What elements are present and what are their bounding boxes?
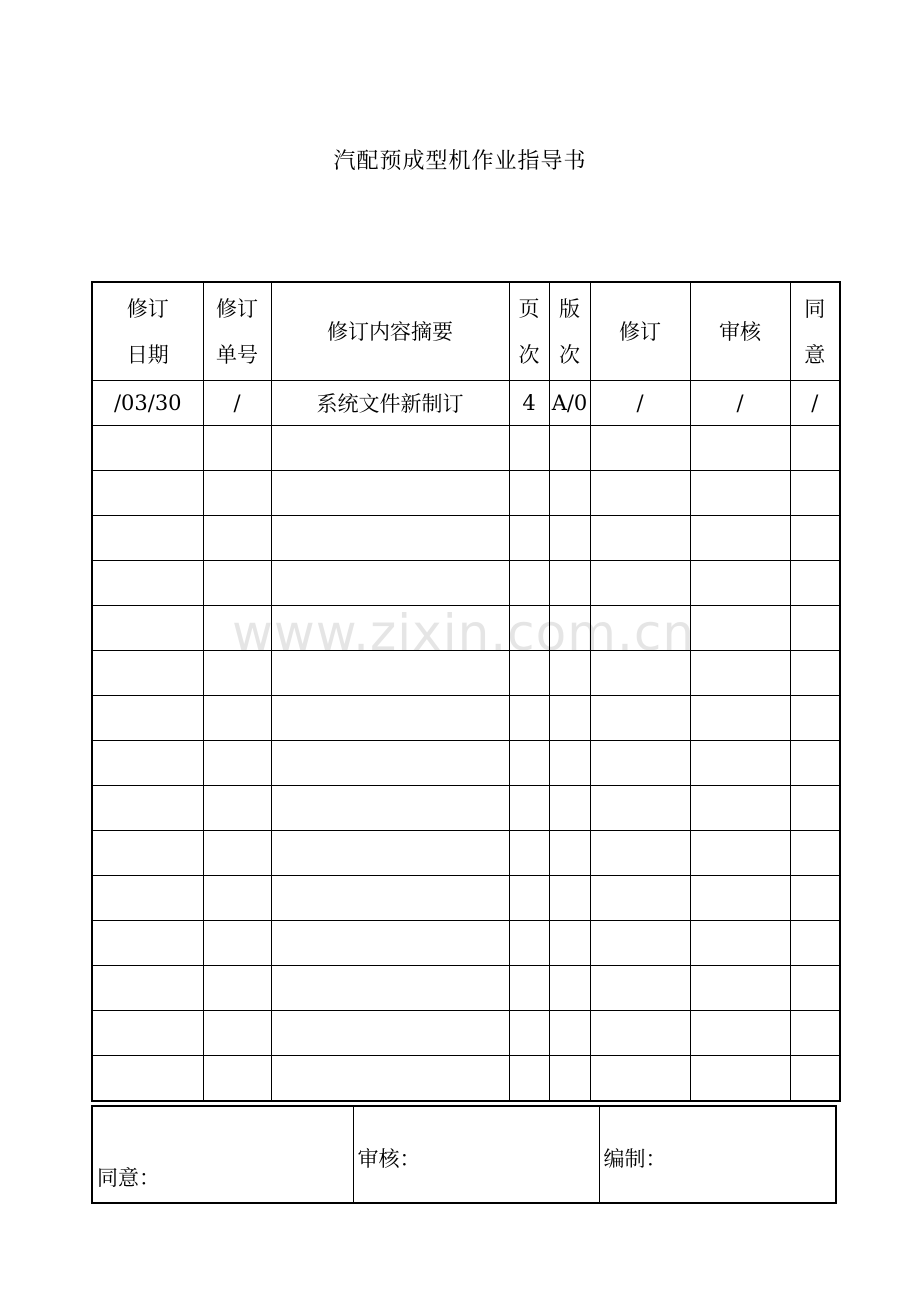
table-cell xyxy=(271,651,509,696)
table-cell xyxy=(549,966,590,1011)
table-cell xyxy=(790,786,840,831)
table-cell xyxy=(690,1056,790,1102)
table-cell xyxy=(509,786,549,831)
table-cell xyxy=(590,561,690,606)
table-cell xyxy=(690,516,790,561)
table-cell xyxy=(590,426,690,471)
table-cell xyxy=(509,651,549,696)
header-text: 单号 xyxy=(216,342,258,367)
header-text: 次 xyxy=(518,342,540,367)
prepare-label: 编制： xyxy=(603,1147,667,1171)
table-row xyxy=(92,1056,840,1102)
table-cell xyxy=(509,426,549,471)
header-page xyxy=(509,282,549,381)
table-cell xyxy=(92,831,203,876)
document-title: 汽配预成型机作业指导书 xyxy=(333,149,587,174)
table-cell xyxy=(203,831,271,876)
table-cell xyxy=(690,921,790,966)
table-cell: 4 xyxy=(509,381,549,426)
table-cell: / xyxy=(790,381,840,426)
table-cell xyxy=(271,921,509,966)
table-cell xyxy=(790,561,840,606)
table-cell xyxy=(690,561,790,606)
table-row xyxy=(92,651,840,696)
header-approver xyxy=(790,282,840,381)
table-cell xyxy=(790,651,840,696)
table-cell xyxy=(92,966,203,1011)
table-cell xyxy=(690,831,790,876)
table-cell xyxy=(509,1011,549,1056)
table-cell xyxy=(203,471,271,516)
header-reviser xyxy=(590,282,690,381)
table-cell xyxy=(590,1011,690,1056)
table-cell: / xyxy=(203,381,271,426)
header-text: 修订 xyxy=(619,319,661,344)
table-cell xyxy=(549,606,590,651)
table-cell xyxy=(509,471,549,516)
table-row xyxy=(92,561,840,606)
header-revision-no xyxy=(203,282,271,381)
table-cell xyxy=(271,831,509,876)
table-cell xyxy=(271,516,509,561)
table-cell xyxy=(549,1011,590,1056)
table-cell xyxy=(590,1056,690,1102)
table-cell xyxy=(92,561,203,606)
header-version xyxy=(549,282,590,381)
table-cell xyxy=(549,741,590,786)
table-cell xyxy=(509,696,549,741)
table-cell xyxy=(790,516,840,561)
table-cell xyxy=(549,921,590,966)
header-text: 审核 xyxy=(719,319,761,344)
table-cell xyxy=(271,696,509,741)
header-text: 日期 xyxy=(126,342,169,367)
table-cell xyxy=(203,1056,271,1102)
table-cell xyxy=(509,741,549,786)
header-text: 修订 xyxy=(126,296,169,321)
table-cell xyxy=(690,741,790,786)
table-cell xyxy=(509,831,549,876)
table-cell xyxy=(92,876,203,921)
table-cell xyxy=(509,876,549,921)
header-reviewer xyxy=(690,282,790,381)
table-row xyxy=(92,741,840,786)
table-cell xyxy=(549,426,590,471)
table-cell xyxy=(690,651,790,696)
table-row xyxy=(92,966,840,1011)
table-cell xyxy=(790,876,840,921)
table-cell xyxy=(203,921,271,966)
revision-table xyxy=(91,281,841,1102)
table-cell xyxy=(203,426,271,471)
table-cell xyxy=(549,471,590,516)
table-row xyxy=(92,606,840,651)
table-cell xyxy=(509,1056,549,1102)
header-revision-date xyxy=(92,282,203,381)
table-cell xyxy=(590,786,690,831)
header-text: 版 xyxy=(559,296,580,321)
table-cell xyxy=(590,741,690,786)
table-cell xyxy=(549,1056,590,1102)
table-cell xyxy=(790,696,840,741)
table-cell xyxy=(509,516,549,561)
table-cell xyxy=(790,471,840,516)
approve-cell xyxy=(92,1106,353,1203)
table-cell xyxy=(203,606,271,651)
table-cell xyxy=(271,471,509,516)
table-row xyxy=(92,876,840,921)
table-cell xyxy=(549,876,590,921)
table-cell xyxy=(690,966,790,1011)
table-cell xyxy=(549,516,590,561)
table-cell xyxy=(690,426,790,471)
table-cell xyxy=(92,741,203,786)
table-cell xyxy=(690,876,790,921)
table-row xyxy=(92,1011,840,1056)
table-cell xyxy=(203,651,271,696)
table-cell xyxy=(590,606,690,651)
table-cell xyxy=(690,1011,790,1056)
table-cell xyxy=(92,696,203,741)
table-cell xyxy=(549,696,590,741)
header-text: 同 xyxy=(804,296,826,321)
header-text: 修订 xyxy=(216,296,258,321)
table-cell xyxy=(203,516,271,561)
table-cell xyxy=(590,966,690,1011)
table-row xyxy=(92,381,840,426)
table-cell xyxy=(690,696,790,741)
table-cell xyxy=(790,1011,840,1056)
table-cell xyxy=(203,966,271,1011)
table-cell xyxy=(271,741,509,786)
table-cell xyxy=(590,651,690,696)
table-cell xyxy=(92,786,203,831)
table-cell xyxy=(549,786,590,831)
table-cell xyxy=(509,561,549,606)
table-cell xyxy=(203,786,271,831)
table-cell xyxy=(92,606,203,651)
table-cell xyxy=(203,741,271,786)
table-cell xyxy=(203,876,271,921)
table-cell xyxy=(509,606,549,651)
review-label: 审核： xyxy=(357,1147,421,1171)
table-cell xyxy=(790,741,840,786)
header-text: 次 xyxy=(559,342,580,367)
table-cell xyxy=(271,876,509,921)
table-cell xyxy=(549,651,590,696)
header-text: 页 xyxy=(518,296,540,321)
table-cell: /03/30 xyxy=(92,381,203,426)
table-row xyxy=(92,516,840,561)
table-cell xyxy=(509,966,549,1011)
table-cell xyxy=(590,876,690,921)
table-cell xyxy=(271,966,509,1011)
table-cell: A/0 xyxy=(549,381,590,426)
table-cell: 系统文件新制订 xyxy=(271,381,509,426)
table-cell xyxy=(271,606,509,651)
table-cell xyxy=(92,516,203,561)
table-cell xyxy=(92,921,203,966)
approve-label: 同意： xyxy=(97,1166,160,1190)
header-revision-summary xyxy=(271,282,509,381)
table-cell xyxy=(203,1011,271,1056)
table-cell xyxy=(790,1056,840,1102)
table-cell xyxy=(690,471,790,516)
table-cell xyxy=(590,696,690,741)
table-cell xyxy=(790,606,840,651)
table-cell xyxy=(203,696,271,741)
table-cell xyxy=(790,921,840,966)
table-cell xyxy=(549,561,590,606)
table-cell xyxy=(271,1011,509,1056)
table-cell xyxy=(590,831,690,876)
table-cell xyxy=(271,426,509,471)
table-row xyxy=(92,831,840,876)
table-row xyxy=(92,921,840,966)
prepare-cell xyxy=(599,1106,836,1203)
table-cell xyxy=(790,831,840,876)
table-cell xyxy=(92,651,203,696)
table-cell: / xyxy=(590,381,690,426)
table-row xyxy=(92,696,840,741)
watermark: www.zixin.com.cn xyxy=(232,604,696,662)
table-cell xyxy=(549,831,590,876)
signoff-table xyxy=(91,1105,837,1204)
table-row xyxy=(92,786,840,831)
table-cell xyxy=(92,1056,203,1102)
table-cell: / xyxy=(690,381,790,426)
table-cell xyxy=(203,561,271,606)
header-text: 意 xyxy=(804,342,826,367)
table-cell xyxy=(92,1011,203,1056)
table-cell xyxy=(92,426,203,471)
table-cell xyxy=(790,966,840,1011)
table-cell xyxy=(590,921,690,966)
table-cell xyxy=(690,606,790,651)
table-cell xyxy=(271,561,509,606)
table-cell xyxy=(790,426,840,471)
review-cell xyxy=(353,1106,599,1203)
table-header-row xyxy=(92,282,840,381)
table-cell xyxy=(509,921,549,966)
table-cell xyxy=(590,516,690,561)
table-row xyxy=(92,426,840,471)
header-text: 修订内容摘要 xyxy=(327,319,453,344)
table-cell xyxy=(271,786,509,831)
table-cell xyxy=(92,471,203,516)
table-cell xyxy=(271,1056,509,1102)
table-cell xyxy=(690,786,790,831)
table-row xyxy=(92,471,840,516)
table-cell xyxy=(590,471,690,516)
